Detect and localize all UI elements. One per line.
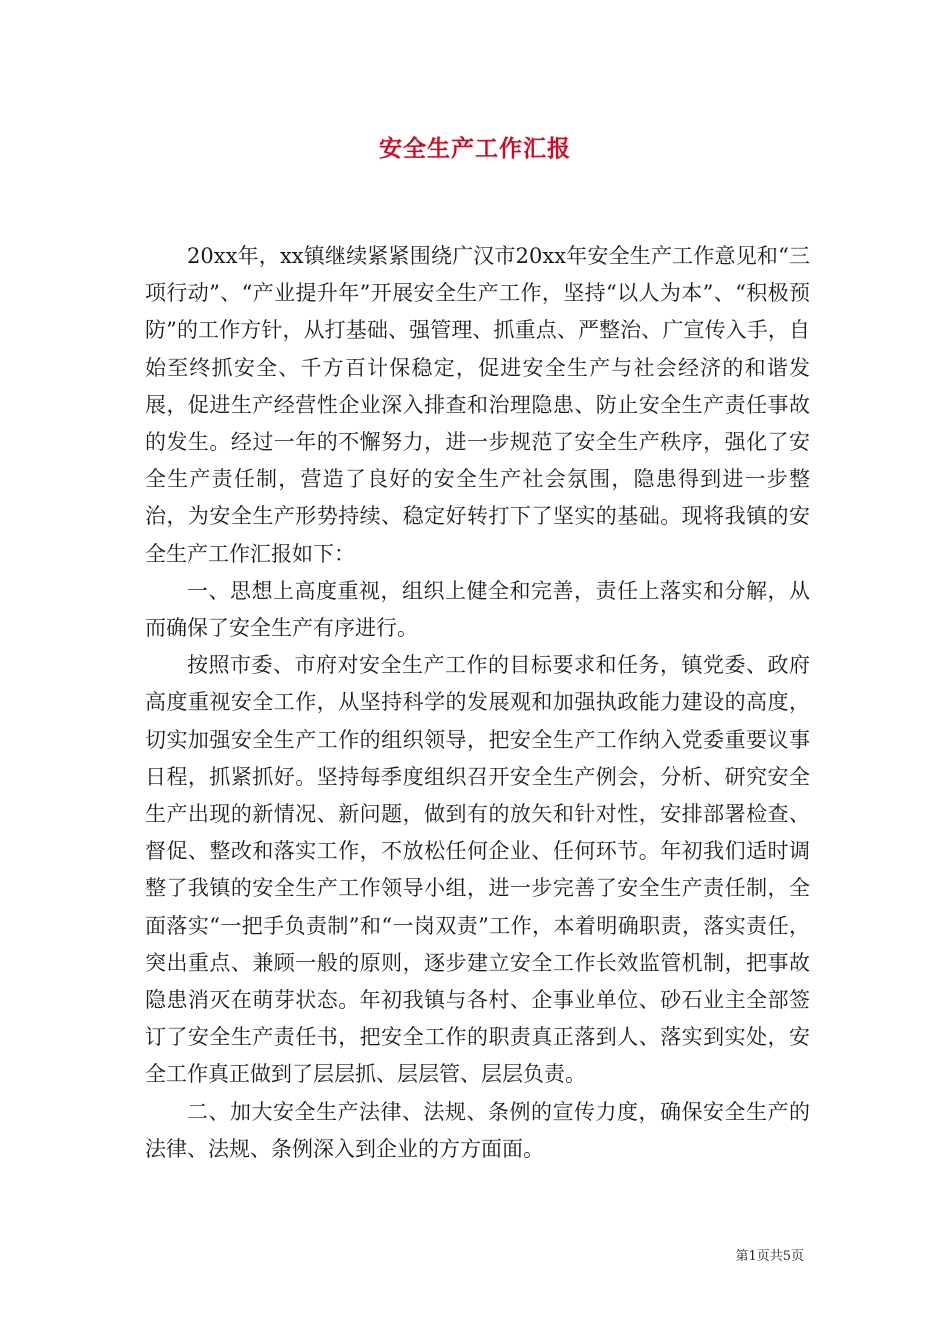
paragraph-section-1-body: 按照市委、市府对安全生产工作的目标要求和任务，镇党委、政府高度重视安全工作，从坚持科学的发展观和加强执政能力建设的高度，切实加强安全生产工作的组织领导，把安全生产工作纳入党委重要议事日程，抓紧抓好。坚持每季度组织召开安全生产例会，分析、研究安全生产出现的新情况、新问题，做到有的放矢和针对性，安排部署检查、督促、整改和落实工作，不放松任何企业、任何环节。年初我们适时调整了我镇的安全生产工作领导小组，进一步完善了安全生产责任制，全面落实“一把手负责制”和“一岗双责”工作，本着明确职责，落实责任，突出重点、兼顾一般的原则，逐步建立安全工作长效监管机制，把事故隐患消灭在萌芽状态。年初我镇与各村、企事业单位、砂石业主全部签订了安全生产责任书，把安全工作的职责真正落到人、落实到实处，安全工作真正做到了层层抓、层层管、层层负责。	[145, 653, 810, 1087]
paragraph-section-1-heading: 一、思想上高度重视，组织上健全和完善，责任上落实和分解，从而确保了安全生产有序进行。	[145, 578, 810, 641]
page-number: 第1页共5页	[735, 1249, 804, 1264]
paragraph-intro: 20xx年，xx镇继续紧紧围绕广汉市20xx年安全生产工作意见和“三项行动”、“产业提升年”开展安全生产工作，坚持“以人为本”、“积极预防”的工作方针，从打基础、强管理、抓重点、严整治、广宣传入手，自始至终抓安全、千方百计保稳定，促进安全生产与社会经济的和谐发展，促进生产经营性企业深入排查和治理隐患、防止安全生产责任事故的发生。经过一年的不懈努力，进一步规范了安全生产秩序，强化了安全生产责任制，营造了良好的安全生产社会氛围，隐患得到进一步整治，为安全生产形势持续、稳定好转打下了坚实的基础。现将我镇的安全生产工作汇报如下：	[145, 244, 810, 566]
document-body	[145, 238, 810, 1168]
paragraph-section-2-heading: 二、加大安全生产法律、法规、条例的宣传力度，确保安全生产的法律、法规、条例深入到企业的方方面面。	[145, 1099, 810, 1161]
document-title: 安全生产工作汇报	[379, 135, 571, 162]
